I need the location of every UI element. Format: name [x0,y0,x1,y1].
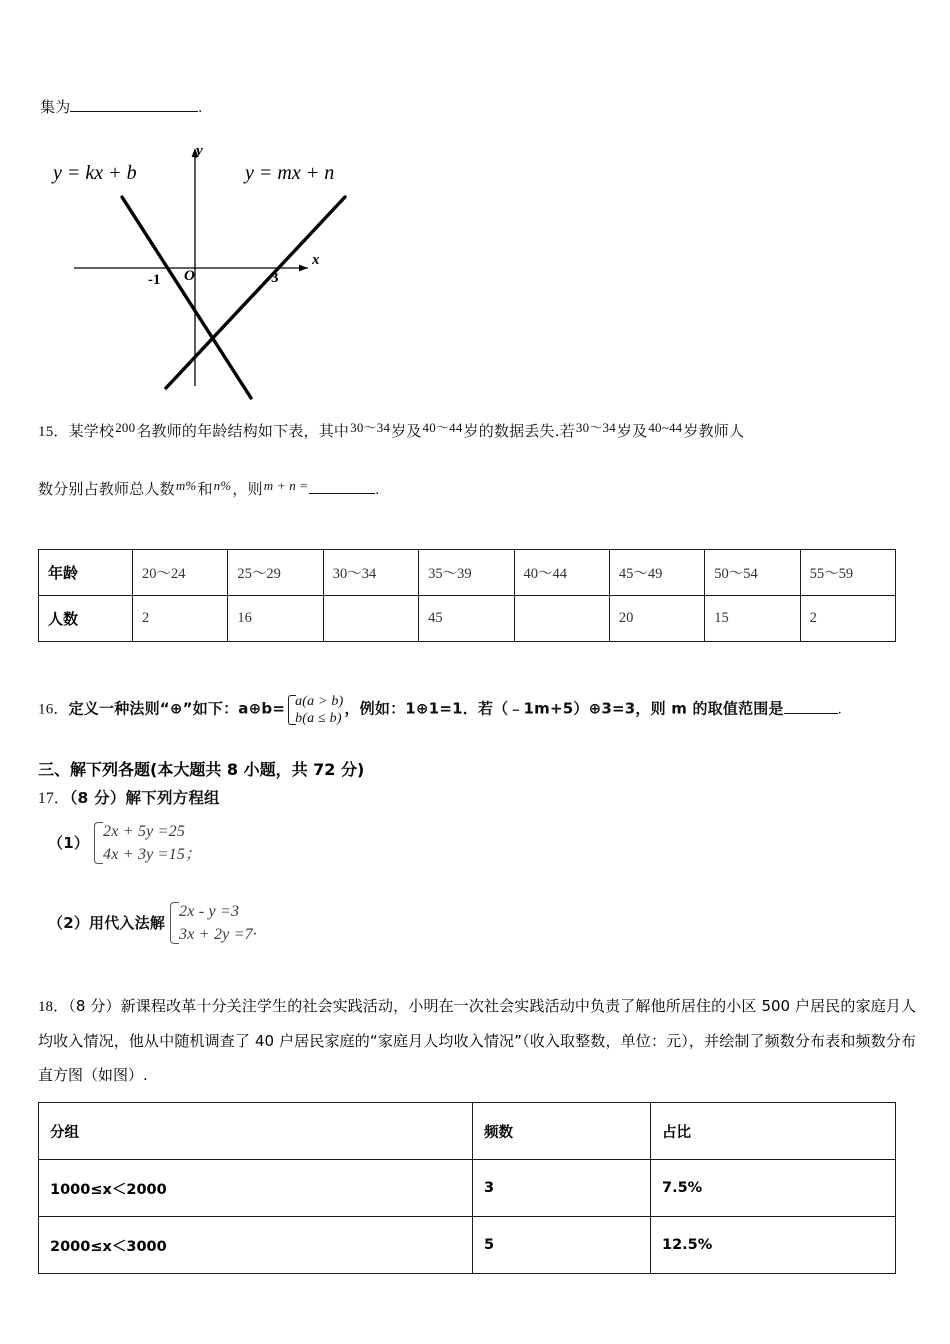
q17-stem-text: （8 分）解下列方程组 [69,789,220,807]
origin-label: O [184,268,195,284]
question-17-part-1 [48,820,201,866]
fill-in-suffix: . [198,100,203,116]
answer-blank [70,98,198,112]
q17-part2-system [168,900,257,946]
q15-text-a: 某学校 [68,422,115,440]
freq-cell-percent: 7.5% [651,1160,896,1217]
q17-part1-eq1: 2x + 5y =25 [103,823,186,840]
q16-operator-def: a⊕b= [238,699,286,718]
question-17-number: 17． [38,790,70,807]
question-18 [38,990,916,1092]
x-axis-label: x [312,252,320,268]
section-3-heading: 三、解下列各题(本大题共 8 小题，共 72 分) [38,760,365,779]
q15-text-i: ，则 [232,479,263,498]
age-cell: 55～59 [800,550,895,596]
count-cell: 20 [609,596,704,642]
age-cell: 25～29 [228,550,323,596]
age-cell: 50～54 [705,550,800,596]
count-row-label: 人数 [39,596,133,642]
question-16-number: 16． [38,701,69,718]
q16-answer-blank [784,701,838,714]
freq-cell-frequency: 5 [473,1217,651,1274]
q15-text-e: 岁及 [616,422,648,440]
question-16 [38,693,918,727]
q16-text-d: 1⊕1=1．若（﹣1m+5）⊕3=3，则 m 的取值范围是 [405,699,784,718]
q15-text-f: 岁教师人 [683,422,745,440]
q15-text-b: 名教师的年龄结构如下表，其中 [136,422,350,440]
freq-header-frequency: 频数 [473,1103,651,1160]
q17-part1-eq2: 4x + 3y =15； [103,846,202,864]
x-axis-arrow [299,265,308,272]
count-cell: 45 [419,596,514,642]
freq-cell-group: 2000≤x＜3000 [39,1217,473,1274]
q15-range-3: 30～34 [575,420,616,435]
x-tick-label-3: 3 [271,270,279,286]
table-row-header [39,1103,896,1160]
q15-range-1: 30～34 [350,420,391,435]
q15-range-4: 40~44 [648,420,683,435]
q15-expression-m-plus-n: m + n = [263,477,309,493]
age-cell: 20～24 [133,550,228,596]
table-row [39,1217,896,1274]
count-cell: 16 [228,596,323,642]
q15-percent-m: m% [175,477,197,493]
line-mx-n [166,197,345,388]
question-17-part-2 [48,900,257,946]
q15-total-teachers: 200 [115,420,136,435]
q18-text: （8 分）新课程改革十分关注学生的社会实践活动，小明在一次社会实践活动中负责了解他所居住的小区 500 户居民的家庭月人均收入情况，他从中随机调查了 40 户居民家庭的“家庭月人均收入情况”（收入取整数，单位：元），并绘制了频数分布表和频数分布直方图（如图）. [38,997,916,1084]
q15-text-h: 和 [197,479,213,498]
piecewise-brace [286,693,343,727]
table-row [39,1160,896,1217]
freq-header-group: 分组 [39,1103,473,1160]
freq-header-percent: 占比 [651,1103,896,1160]
case-top: a(a > b) [295,694,344,709]
case-bottom: b(a ≤ b) [295,711,342,727]
freq-cell-frequency: 3 [473,1160,651,1217]
q15-percent-n: n% [213,477,232,493]
q16-text-c: ，例如： [344,699,406,718]
x-tick-label-neg1: -1 [148,272,161,288]
line-label-kx-b: y = kx + b [53,162,137,184]
freq-cell-percent: 12.5% [651,1217,896,1274]
age-cell: 40～44 [514,550,609,596]
freq-cell-group: 1000≤x＜2000 [39,1160,473,1217]
q17-part1-label: （1） [48,833,90,852]
question-15-line-1 [38,418,913,444]
q15-range-2: 40～44 [422,420,463,435]
question-18-number: 18． [38,999,69,1015]
q17-part2-eq2: 3x + 2y =7· [179,926,258,944]
q15-text-g: 数分别占教师总人数 [38,479,175,498]
question-15-number: 15． [38,424,69,440]
q17-part1-system [92,820,201,866]
count-cell: 2 [800,596,895,642]
q17-part2-eq1: 2x - y =3 [179,903,240,920]
q16-text-a: 定义一种法则“⊕”如下： [68,699,239,718]
count-cell [323,596,418,642]
frequency-distribution-table [38,1102,896,1274]
count-cell: 15 [705,596,800,642]
table-row-count [39,596,896,642]
q15-text-c: 岁及 [391,422,422,440]
two-lines-graph-figure [40,140,400,410]
question-15-line-2 [38,476,913,502]
q15-text-d: 岁的数据丢失.若 [463,422,575,440]
fill-in-blank-line [40,96,202,120]
q15-answer-blank [309,481,375,494]
q17-part2-label: （2）用代入法解 [48,913,166,932]
age-cell: 35～39 [419,550,514,596]
q16-text-e: . [837,701,842,718]
y-axis-label: y [196,143,203,159]
table-row-age [39,550,896,596]
age-distribution-table [38,549,896,642]
fill-in-prefix: 集为 [40,98,71,116]
age-cell: 45～49 [609,550,704,596]
count-cell: 2 [133,596,228,642]
line-label-mx-n: y = mx + n [245,162,335,184]
q15-text-j: . [375,481,380,498]
age-cell: 30～34 [323,550,418,596]
question-17-stem [38,787,220,810]
age-row-label: 年龄 [39,550,133,596]
question-15 [38,418,913,501]
count-cell [514,596,609,642]
